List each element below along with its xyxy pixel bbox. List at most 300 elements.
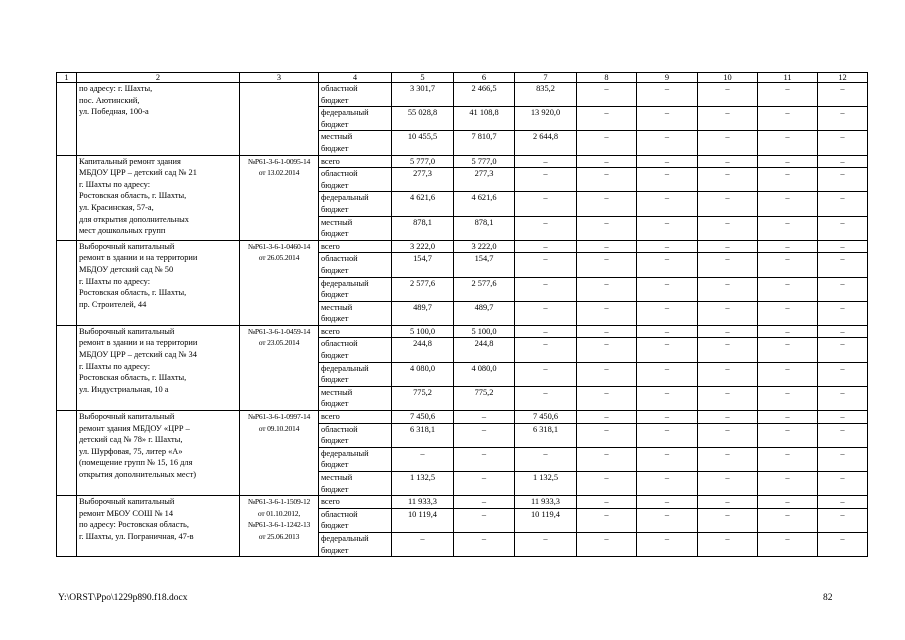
column-header: 10 (698, 73, 758, 83)
value-cell: 13 920,0 (515, 107, 577, 131)
value-cell: – (818, 240, 868, 253)
value-cell: – (577, 155, 637, 168)
funding-source-line: бюджет (321, 545, 349, 555)
value-cell: – (818, 253, 868, 277)
funding-source-cell (319, 253, 392, 277)
funding-source-line: всего (321, 497, 340, 507)
value-cell: – (818, 301, 868, 325)
value-cell: 11 933,3 (392, 496, 454, 509)
funding-source-line: федеральный (321, 533, 369, 543)
value-cell: 4 621,6 (454, 192, 515, 216)
value-cell: – (637, 168, 698, 192)
value-cell: 4 080,0 (454, 362, 515, 386)
value-cell: 3 222,0 (392, 240, 454, 253)
object-name-line: мест дошкольных групп (79, 226, 166, 236)
funding-source-cell (319, 277, 392, 301)
document-number-line: от 09.10.2014 (258, 423, 300, 433)
value-cell: – (698, 277, 758, 301)
document-number-cell (240, 325, 319, 410)
object-name-cell (77, 155, 240, 240)
funding-source-line: бюджет (321, 95, 349, 105)
value-cell: – (758, 253, 818, 277)
value-cell: – (637, 277, 698, 301)
value-cell: 5 777,0 (454, 155, 515, 168)
value-cell: – (515, 168, 577, 192)
table-row (57, 83, 868, 107)
column-header: 9 (637, 73, 698, 83)
value-cell: – (698, 325, 758, 338)
value-cell: 11 933,3 (515, 496, 577, 509)
value-cell: 6 318,1 (515, 423, 577, 447)
value-cell: – (818, 155, 868, 168)
value-cell: – (637, 472, 698, 496)
value-cell: 10 455,5 (392, 131, 454, 155)
column-header: 11 (758, 73, 818, 83)
value-cell: – (758, 301, 818, 325)
value-cell: 878,1 (392, 216, 454, 240)
table-row (57, 411, 868, 424)
object-name-line: МБДОУ детский сад № 50 (79, 264, 174, 274)
funding-source-line: федеральный (321, 278, 369, 288)
column-header: 2 (77, 73, 240, 83)
value-cell: – (577, 325, 637, 338)
document-number-line: №Р61-3-6-1-1509-12 (247, 497, 311, 507)
value-cell: – (577, 240, 637, 253)
funding-source-cell (319, 301, 392, 325)
column-header: 1 (57, 73, 77, 83)
column-header: 8 (577, 73, 637, 83)
object-name-line: ул. Победная, 100-а (79, 107, 149, 117)
table-row (57, 496, 868, 509)
value-cell: – (698, 362, 758, 386)
header-row (57, 73, 868, 83)
document-number-line: №Р61-3-6-1-0459-14 (247, 326, 311, 336)
value-cell: – (577, 192, 637, 216)
value-cell: – (515, 216, 577, 240)
value-cell: 4 080,0 (392, 362, 454, 386)
value-cell: 7 450,6 (515, 411, 577, 424)
value-cell: – (577, 362, 637, 386)
object-name-line: г. Шахты по адресу: (79, 361, 151, 371)
document-number-line: №Р61-3-6-1-0460-14 (247, 241, 311, 251)
object-name-line: Выборочный капитальный (79, 497, 175, 507)
funding-source-line: бюджет (321, 375, 349, 385)
value-cell: – (818, 423, 868, 447)
value-cell: – (515, 277, 577, 301)
column-header: 12 (818, 73, 868, 83)
object-name-line: пр. Строителей, 44 (79, 299, 147, 309)
value-cell: – (818, 107, 868, 131)
value-cell: – (818, 192, 868, 216)
document-number-line: от 26.05.2014 (258, 253, 300, 263)
value-cell: – (577, 301, 637, 325)
value-cell: 7 810,7 (454, 131, 515, 155)
value-cell: – (577, 338, 637, 362)
value-cell: – (637, 386, 698, 410)
funding-source-line: бюджет (321, 521, 349, 531)
value-cell: – (454, 447, 515, 471)
document-number-line: от 25.06.2013 (258, 531, 300, 541)
value-cell: 2 577,6 (454, 277, 515, 301)
object-name-line: ремонт в здании и на территории (79, 253, 198, 263)
value-cell: 3 222,0 (454, 240, 515, 253)
value-cell: – (637, 301, 698, 325)
funding-source-line: местный (321, 473, 353, 482)
funding-source-cell (319, 168, 392, 192)
value-cell: – (758, 411, 818, 424)
funding-source-cell (319, 386, 392, 410)
funding-source-line: бюджет (321, 436, 349, 446)
value-cell: 154,7 (392, 253, 454, 277)
value-cell: – (577, 496, 637, 509)
value-cell: – (637, 240, 698, 253)
funding-source-line: местный (321, 387, 353, 397)
value-cell: 2 466,5 (454, 83, 515, 107)
value-cell: 489,7 (392, 301, 454, 325)
value-cell: 5 777,0 (392, 155, 454, 168)
value-cell: 244,8 (454, 338, 515, 362)
funding-source-line: местный (321, 132, 353, 142)
value-cell: – (515, 240, 577, 253)
value-cell: – (637, 325, 698, 338)
value-cell: – (577, 423, 637, 447)
value-cell: – (698, 240, 758, 253)
value-cell: – (515, 532, 577, 556)
value-cell: – (637, 83, 698, 107)
value-cell: – (758, 338, 818, 362)
value-cell: – (454, 496, 515, 509)
funding-source-line: федеральный (321, 363, 369, 373)
value-cell: – (454, 532, 515, 556)
value-cell: – (698, 155, 758, 168)
funding-source-line: областной (321, 424, 358, 434)
funding-source-line: областной (321, 254, 358, 264)
object-name-line: ремонт МБОУ СОШ № 14 (79, 508, 174, 518)
object-name-line: ул. Шурфовая, 75, литер «А» (79, 446, 183, 456)
funding-source-cell (319, 216, 392, 240)
value-cell: 10 119,4 (515, 508, 577, 532)
table-row (57, 240, 868, 253)
value-cell: – (758, 472, 818, 496)
value-cell: – (515, 325, 577, 338)
funding-source-line: бюджет (321, 119, 349, 129)
value-cell: – (637, 155, 698, 168)
value-cell: 7 450,6 (392, 411, 454, 424)
value-cell: – (637, 107, 698, 131)
value-cell: 775,2 (454, 386, 515, 410)
table-row (57, 155, 868, 168)
column-header: 7 (515, 73, 577, 83)
object-name-line: ремонт здания МБДОУ «ЦРР – (79, 423, 190, 433)
value-cell: – (818, 216, 868, 240)
value-cell: – (577, 107, 637, 131)
value-cell: – (454, 508, 515, 532)
value-cell: 1 132,5 (392, 472, 454, 496)
row-number-cell (57, 325, 77, 410)
value-cell: 2 644,8 (515, 131, 577, 155)
value-cell: – (577, 216, 637, 240)
value-cell: – (818, 325, 868, 338)
row-number-cell (57, 155, 77, 240)
value-cell: – (698, 301, 758, 325)
object-name-line: МБДОУ ЦРР – детский сад № 34 (79, 350, 197, 360)
value-cell: – (515, 155, 577, 168)
object-name-line: Ростовская область, г. Шахты, (79, 373, 187, 383)
value-cell: – (698, 411, 758, 424)
value-cell: 41 108,8 (454, 107, 515, 131)
value-cell: – (577, 411, 637, 424)
value-cell: – (392, 447, 454, 471)
document-number-line: №Р61-3-6-1-0095-14 (247, 156, 311, 166)
funding-source-line: бюджет (321, 143, 349, 153)
object-name-line: Выборочный капитальный (79, 412, 175, 422)
value-cell: 489,7 (454, 301, 515, 325)
value-cell: – (577, 168, 637, 192)
document-number-cell (240, 240, 319, 325)
value-cell: – (758, 532, 818, 556)
value-cell: – (637, 508, 698, 532)
value-cell: 2 577,6 (392, 277, 454, 301)
value-cell: – (758, 107, 818, 131)
document-number-cell (240, 83, 319, 156)
document-number-line: от 13.02.2014 (258, 168, 300, 178)
document-number-cell (240, 411, 319, 496)
value-cell: – (758, 362, 818, 386)
object-name-line: Ростовская область, г. Шахты, (79, 288, 187, 298)
value-cell: – (698, 216, 758, 240)
funding-source-line: областной (321, 169, 358, 179)
object-name-line: открытия дополнительных мест) (79, 470, 197, 479)
value-cell: – (758, 131, 818, 155)
funding-source-cell (319, 240, 392, 253)
column-header: 4 (319, 73, 392, 83)
value-cell: – (392, 532, 454, 556)
object-name-line: Капитальный ремонт здания (79, 156, 181, 166)
value-cell: – (698, 192, 758, 216)
value-cell: – (698, 508, 758, 532)
value-cell: – (818, 532, 868, 556)
object-name-cell (77, 83, 240, 156)
object-name-line: Ростовская область, г. Шахты, (79, 191, 187, 201)
value-cell: – (637, 532, 698, 556)
value-cell: – (758, 168, 818, 192)
value-cell: – (515, 447, 577, 471)
funding-source-cell (319, 447, 392, 471)
value-cell: – (637, 216, 698, 240)
value-cell: – (515, 192, 577, 216)
value-cell: – (758, 277, 818, 301)
funding-source-line: бюджет (321, 399, 349, 409)
object-name-cell (77, 240, 240, 325)
value-cell: – (577, 472, 637, 496)
value-cell: – (758, 155, 818, 168)
value-cell: – (698, 107, 758, 131)
value-cell: – (758, 386, 818, 410)
value-cell: – (637, 411, 698, 424)
value-cell: – (818, 362, 868, 386)
object-name-line: (помещение групп № 15, 16 для (79, 458, 193, 468)
document-number-line: от 01.10.2012, (257, 508, 301, 518)
document-number-cell (240, 496, 319, 557)
funding-source-line: федеральный (321, 108, 369, 118)
funding-source-cell (319, 411, 392, 424)
funding-source-line: бюджет (321, 265, 349, 275)
value-cell: – (698, 131, 758, 155)
value-cell: – (637, 338, 698, 362)
row-number-cell (57, 496, 77, 557)
value-cell: – (637, 253, 698, 277)
value-cell: 775,2 (392, 386, 454, 410)
object-name-line: Выборочный капитальный (79, 241, 175, 251)
value-cell: 4 621,6 (392, 192, 454, 216)
value-cell: – (758, 496, 818, 509)
footer-page-number: 82 (823, 593, 833, 603)
value-cell: – (698, 447, 758, 471)
object-name-line: пос. Аютинский, (79, 95, 140, 105)
value-cell: – (577, 508, 637, 532)
value-cell: – (698, 386, 758, 410)
funding-source-line: областной (321, 339, 358, 349)
value-cell: – (577, 277, 637, 301)
value-cell: – (515, 362, 577, 386)
funding-source-line: всего (321, 156, 340, 166)
funding-source-line: бюджет (321, 180, 349, 190)
funding-source-cell (319, 155, 392, 168)
value-cell: – (698, 496, 758, 509)
value-cell: – (758, 508, 818, 532)
footer-file-path: Y:\ORST\Ppo\1229p890.f18.docx (58, 593, 188, 603)
object-name-line: г. Шахты, ул. Пограничная, 47-в (79, 531, 194, 541)
value-cell: – (818, 277, 868, 301)
funding-source-line: областной (321, 84, 358, 93)
value-cell: – (637, 423, 698, 447)
value-cell: 5 100,0 (454, 325, 515, 338)
object-name-cell (77, 325, 240, 410)
value-cell: – (818, 338, 868, 362)
object-name-line: по адресу: Ростовская область, (79, 520, 189, 530)
value-cell: – (577, 386, 637, 410)
value-cell: – (637, 192, 698, 216)
document-number-line: №Р61-3-6-1-0997-14 (247, 412, 311, 422)
value-cell: – (698, 83, 758, 107)
row-number-cell (57, 240, 77, 325)
funding-source-cell (319, 423, 392, 447)
value-cell: – (818, 168, 868, 192)
funding-source-cell (319, 338, 392, 362)
document-number-cell (240, 155, 319, 240)
value-cell: – (698, 423, 758, 447)
funding-source-line: бюджет (321, 484, 349, 494)
value-cell: – (637, 447, 698, 471)
value-cell: 277,3 (392, 168, 454, 192)
value-cell: – (818, 472, 868, 496)
funding-source-line: областной (321, 509, 358, 519)
value-cell: – (818, 447, 868, 471)
value-cell: – (577, 447, 637, 471)
object-name-line: ул. Красинская, 57-а, (79, 202, 154, 212)
value-cell: – (698, 532, 758, 556)
row-number-cell (57, 411, 77, 496)
document-number-line: №Р61-3-6-1-1242-13 (247, 520, 311, 530)
value-cell: – (758, 423, 818, 447)
object-name-line: Выборочный капитальный (79, 326, 175, 336)
object-name-cell (77, 496, 240, 557)
funding-source-line: всего (321, 241, 340, 251)
value-cell: – (515, 301, 577, 325)
object-name-line: для открытия дополнительных (79, 214, 189, 224)
funding-source-line: бюджет (321, 290, 349, 300)
row-number-cell (57, 83, 77, 156)
value-cell: 878,1 (454, 216, 515, 240)
funding-source-line: местный (321, 217, 353, 227)
value-cell: 244,8 (392, 338, 454, 362)
value-cell: 277,3 (454, 168, 515, 192)
table-body (57, 73, 868, 557)
document-number-line: от 23.05.2014 (258, 338, 300, 348)
value-cell: 154,7 (454, 253, 515, 277)
value-cell: 55 028,8 (392, 107, 454, 131)
object-name-line: г. Шахты по адресу: (79, 179, 151, 189)
value-cell: – (637, 496, 698, 509)
object-name-line: г. Шахты по адресу: (79, 276, 151, 286)
funding-source-cell (319, 325, 392, 338)
funding-source-line: всего (321, 326, 340, 336)
value-cell: – (758, 240, 818, 253)
value-cell: – (698, 338, 758, 362)
value-cell: – (637, 362, 698, 386)
value-cell: 1 132,5 (515, 472, 577, 496)
value-cell: 10 119,4 (392, 508, 454, 532)
column-header: 3 (240, 73, 319, 83)
funding-source-cell (319, 508, 392, 532)
value-cell: 835,2 (515, 83, 577, 107)
funding-source-cell (319, 532, 392, 556)
funding-source-cell (319, 107, 392, 131)
funding-source-line: бюджет (321, 460, 349, 470)
funding-source-line: бюджет (321, 314, 349, 324)
funding-source-line: бюджет (321, 229, 349, 239)
value-cell: – (758, 192, 818, 216)
value-cell: – (818, 411, 868, 424)
table-row (57, 325, 868, 338)
value-cell: – (454, 423, 515, 447)
funding-source-cell (319, 362, 392, 386)
funding-source-line: всего (321, 412, 340, 422)
funding-source-line: бюджет (321, 351, 349, 361)
object-name-cell (77, 411, 240, 496)
value-cell: – (818, 131, 868, 155)
value-cell: – (515, 253, 577, 277)
funding-source-line: федеральный (321, 448, 369, 458)
funding-source-cell (319, 83, 392, 107)
value-cell: – (698, 472, 758, 496)
funding-table (56, 72, 868, 557)
object-name-line: детский сад № 78» г. Шахты, (79, 435, 183, 445)
funding-source-cell (319, 472, 392, 496)
value-cell: – (577, 253, 637, 277)
object-name-line: по адресу: г. Шахты, (79, 84, 153, 93)
object-name-line: МБДОУ ЦРР – детский сад № 21 (79, 168, 197, 178)
value-cell: – (758, 325, 818, 338)
value-cell: 3 301,7 (392, 83, 454, 107)
value-cell: – (577, 131, 637, 155)
value-cell: – (758, 447, 818, 471)
value-cell: – (637, 131, 698, 155)
value-cell: – (515, 386, 577, 410)
value-cell: 5 100,0 (392, 325, 454, 338)
value-cell: – (454, 411, 515, 424)
value-cell: – (758, 216, 818, 240)
